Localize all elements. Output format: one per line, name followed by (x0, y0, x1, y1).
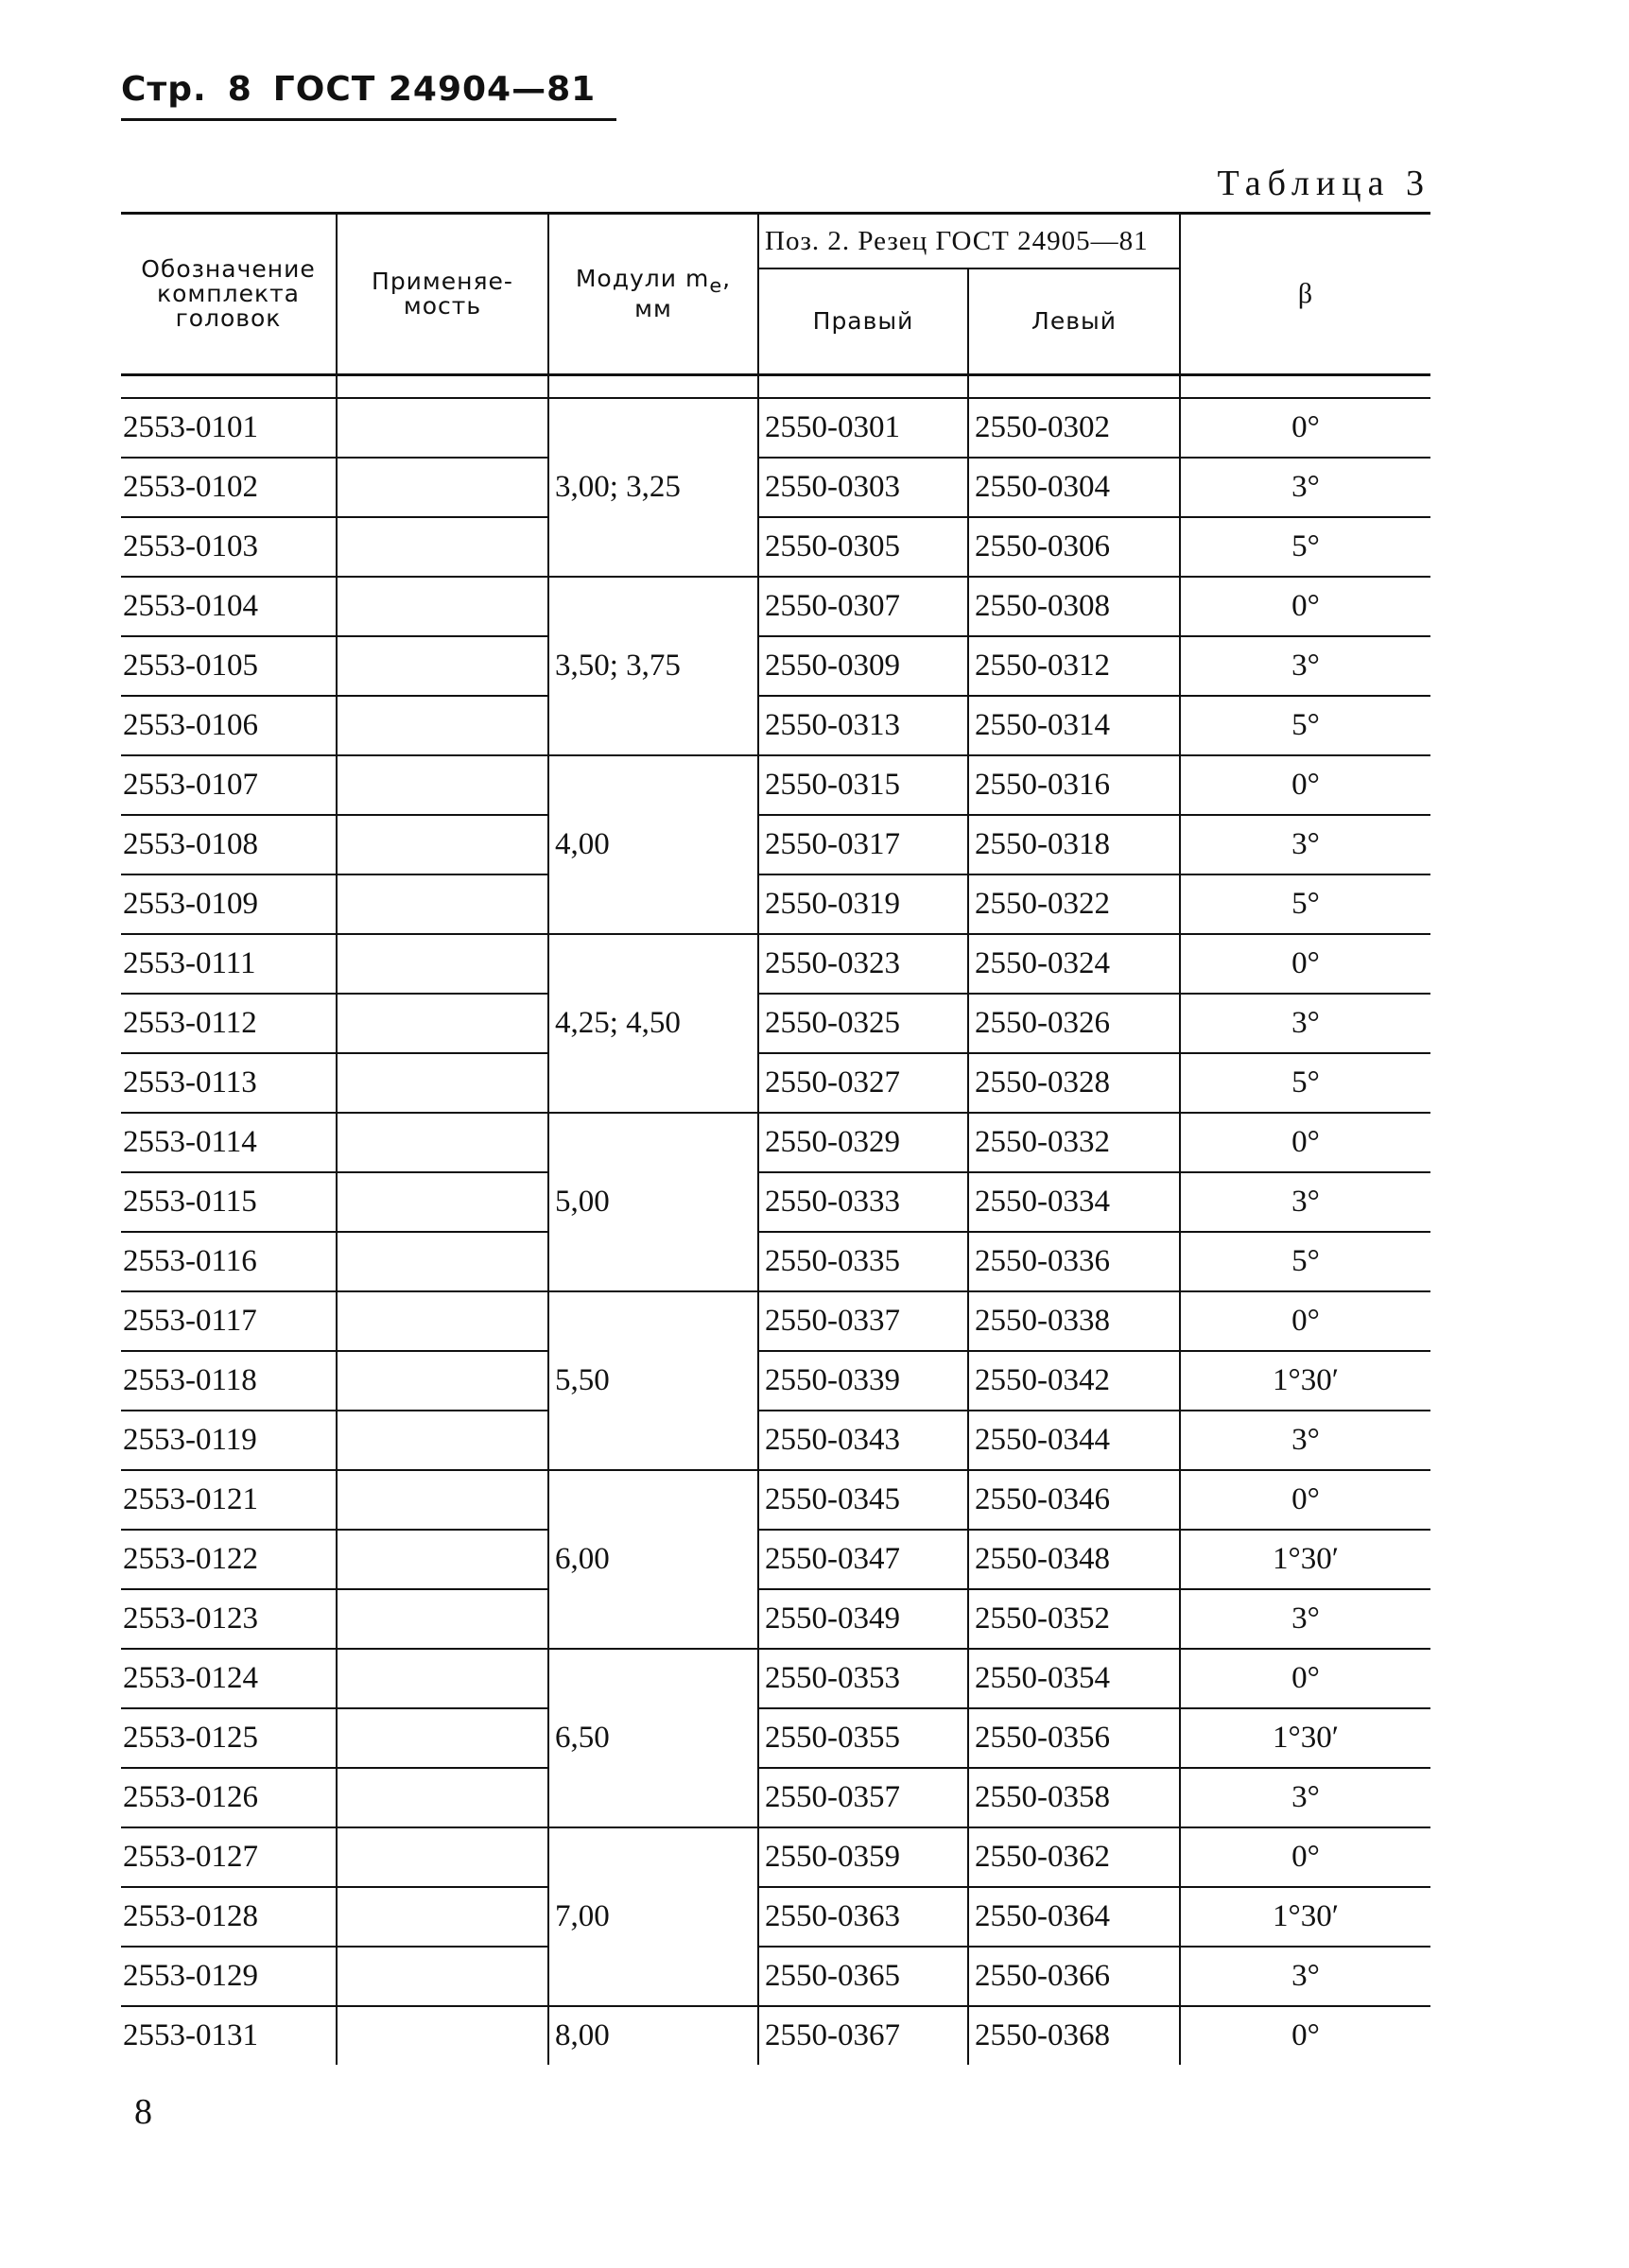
cutter-right-cell: 2550-0333 (758, 1172, 968, 1232)
cutter-left-cell: 2550-0366 (968, 1947, 1180, 2006)
col-left: Левый (968, 268, 1180, 375)
cutter-left-cell: 2550-0306 (968, 517, 1180, 577)
beta-cell: 5° (1180, 696, 1430, 755)
cutter-left-cell: 2550-0322 (968, 874, 1180, 934)
cutter-right-cell: 2550-0315 (758, 755, 968, 815)
kit-code-cell: 2553-0107 (121, 755, 337, 815)
cutter-left-cell: 2550-0302 (968, 398, 1180, 458)
module-cell: 5,00 (548, 1113, 758, 1291)
cutter-left-cell: 2550-0332 (968, 1113, 1180, 1172)
kit-code-cell: 2553-0102 (121, 458, 337, 517)
cutter-left-cell: 2550-0308 (968, 577, 1180, 636)
module-cell: 5,50 (548, 1291, 758, 1470)
beta-cell: 0° (1180, 398, 1430, 458)
cutter-left-cell: 2550-0362 (968, 1827, 1180, 1887)
table-row (121, 1232, 1430, 1291)
applicability-cell (337, 517, 548, 577)
applicability-cell (337, 1411, 548, 1470)
page-num: 8 (227, 70, 252, 109)
applicability-cell (337, 1351, 548, 1411)
cutter-right-cell: 2550-0325 (758, 994, 968, 1053)
applicability-cell (337, 1827, 548, 1887)
table-row (121, 458, 1430, 517)
table-row (121, 517, 1430, 577)
applicability-cell (337, 1232, 548, 1291)
cutter-right-cell: 2550-0345 (758, 1470, 968, 1530)
beta-cell: 1°30′ (1180, 1887, 1430, 1947)
table-row (121, 1470, 1430, 1530)
applicability-cell (337, 2006, 548, 2065)
module-cell: 6,50 (548, 1649, 758, 1827)
cutter-right-cell: 2550-0305 (758, 517, 968, 577)
beta-cell: 3° (1180, 994, 1430, 1053)
cutter-right-cell: 2550-0307 (758, 577, 968, 636)
spacer-row (121, 375, 1430, 399)
cutter-left-cell: 2550-0336 (968, 1232, 1180, 1291)
kit-code-cell: 2553-0122 (121, 1530, 337, 1589)
cutter-left-cell: 2550-0364 (968, 1887, 1180, 1947)
cutter-right-cell: 2550-0323 (758, 934, 968, 994)
cutter-left-cell: 2550-0326 (968, 994, 1180, 1053)
applicability-cell (337, 696, 548, 755)
kit-code-cell: 2553-0101 (121, 398, 337, 458)
spacer-cell (758, 375, 968, 399)
beta-cell: 0° (1180, 1291, 1430, 1351)
cutter-left-cell: 2550-0352 (968, 1589, 1180, 1649)
kit-code-cell: 2553-0128 (121, 1887, 337, 1947)
table-row (121, 1530, 1430, 1589)
cutter-right-cell: 2550-0317 (758, 815, 968, 874)
page-number: 8 (134, 2092, 152, 2132)
kit-code-cell: 2553-0123 (121, 1589, 337, 1649)
cutter-left-cell: 2550-0328 (968, 1053, 1180, 1113)
beta-cell: 1°30′ (1180, 1530, 1430, 1589)
spacer-cell (337, 375, 548, 399)
cutter-right-cell: 2550-0319 (758, 874, 968, 934)
cutter-right-cell: 2550-0343 (758, 1411, 968, 1470)
beta-cell: 0° (1180, 2006, 1430, 2065)
cutter-left-cell: 2550-0358 (968, 1768, 1180, 1827)
applicability-cell (337, 1470, 548, 1530)
applicability-cell (337, 994, 548, 1053)
applicability-cell (337, 755, 548, 815)
table-row (121, 1172, 1430, 1232)
kit-code-cell: 2553-0117 (121, 1291, 337, 1351)
kit-code-cell: 2553-0113 (121, 1053, 337, 1113)
cutter-right-cell: 2550-0309 (758, 636, 968, 696)
col-applicability: Применяе-мость (337, 214, 548, 375)
kit-code-cell: 2553-0118 (121, 1351, 337, 1411)
kit-code-cell: 2553-0105 (121, 636, 337, 696)
applicability-cell (337, 458, 548, 517)
applicability-cell (337, 398, 548, 458)
cutter-left-cell: 2550-0338 (968, 1291, 1180, 1351)
table-head (121, 214, 1430, 375)
table-row (121, 1827, 1430, 1887)
module-cell: 7,00 (548, 1827, 758, 2006)
kit-code-cell: 2553-0115 (121, 1172, 337, 1232)
cutter-left-cell: 2550-0312 (968, 636, 1180, 696)
cutter-left-cell: 2550-0318 (968, 815, 1180, 874)
applicability-cell (337, 1589, 548, 1649)
kit-code-cell: 2553-0126 (121, 1768, 337, 1827)
col-right: Правый (758, 268, 968, 375)
beta-cell: 3° (1180, 1768, 1430, 1827)
applicability-cell (337, 815, 548, 874)
kit-code-cell: 2553-0109 (121, 874, 337, 934)
kit-code-cell: 2553-0119 (121, 1411, 337, 1470)
module-cell: 6,00 (548, 1470, 758, 1649)
table-row (121, 874, 1430, 934)
kit-code-cell: 2553-0121 (121, 1470, 337, 1530)
beta-cell: 0° (1180, 1470, 1430, 1530)
applicability-cell (337, 1887, 548, 1947)
applicability-cell (337, 1649, 548, 1708)
table-row (121, 1291, 1430, 1351)
table-row (121, 398, 1430, 458)
cutter-right-cell: 2550-0313 (758, 696, 968, 755)
module-cell: 4,00 (548, 755, 758, 934)
data-table (121, 212, 1430, 2065)
applicability-cell (337, 1172, 548, 1232)
spacer-cell (121, 375, 337, 399)
col-modules-label: Модули m (575, 264, 710, 292)
table-row (121, 696, 1430, 755)
col-modules: Модули $m_e$, мм (548, 214, 758, 375)
cutter-left-cell: 2550-0348 (968, 1530, 1180, 1589)
cutter-right-cell: 2550-0357 (758, 1768, 968, 1827)
col-modules-sub: e (709, 273, 723, 297)
table-row (121, 1768, 1430, 1827)
beta-cell: 0° (1180, 755, 1430, 815)
col-designation: Обозначение комплекта головок (141, 254, 316, 333)
cutter-right-cell: 2550-0349 (758, 1589, 968, 1649)
cutter-right-cell: 2550-0335 (758, 1232, 968, 1291)
cutter-right-cell: 2550-0365 (758, 1947, 968, 2006)
kit-code-cell: 2553-0124 (121, 1649, 337, 1708)
table-row (121, 1708, 1430, 1768)
cutter-right-cell: 2550-0339 (758, 1351, 968, 1411)
cutter-right-cell: 2550-0359 (758, 1827, 968, 1887)
applicability-cell (337, 1768, 548, 1827)
table-row (121, 934, 1430, 994)
cutter-left-cell: 2550-0334 (968, 1172, 1180, 1232)
kit-code-cell: 2553-0131 (123, 2018, 258, 2052)
module-cell: 4,25; 4,50 (548, 934, 758, 1113)
beta-cell: 5° (1180, 1232, 1430, 1291)
table-row (121, 815, 1430, 874)
cutter-left-cell: 2550-0346 (968, 1470, 1180, 1530)
cutter-right-cell: 2550-0303 (758, 458, 968, 517)
col-group-cutter: Поз. 2. Резец ГОСТ 24905—81 (758, 214, 1180, 269)
col-modules-unit: мм (634, 294, 672, 322)
applicability-cell (337, 1291, 548, 1351)
beta-cell: 0° (1180, 577, 1430, 636)
kit-code-cell: 2553-0112 (121, 994, 337, 1053)
cutter-left-cell: 2550-0342 (968, 1351, 1180, 1411)
module-cell: 3,00; 3,25 (548, 398, 758, 577)
beta-cell: 3° (1180, 1947, 1430, 2006)
beta-cell: 0° (1180, 934, 1430, 994)
beta-cell: 0° (1180, 1649, 1430, 1708)
applicability-cell (337, 636, 548, 696)
cutter-right-cell: 2550-0363 (758, 1887, 968, 1947)
applicability-cell (337, 1708, 548, 1768)
kit-code-cell: 2553-0125 (121, 1708, 337, 1768)
cutter-right-cell: 2550-0337 (758, 1291, 968, 1351)
cutter-left-cell: 2550-0368 (968, 2006, 1180, 2065)
applicability-cell (337, 1053, 548, 1113)
beta-cell: 0° (1180, 1113, 1430, 1172)
cutter-left-cell: 2550-0356 (968, 1708, 1180, 1768)
kit-code-cell: 2553-0111 (121, 934, 337, 994)
cutter-right-cell: 2550-0327 (758, 1053, 968, 1113)
module-cell: 3,50; 3,75 (548, 577, 758, 755)
cutter-right-cell: 2550-0367 (758, 2006, 968, 2065)
table-row (121, 2006, 1430, 2065)
spacer-cell (548, 375, 758, 399)
cutter-left-cell: 2550-0316 (968, 755, 1180, 815)
table-row (121, 1113, 1430, 1172)
cutter-right-cell: 2550-0355 (758, 1708, 968, 1768)
beta-cell: 3° (1180, 815, 1430, 874)
kit-code-cell: 2553-0127 (121, 1827, 337, 1887)
kit-code-cell: 2553-0104 (121, 577, 337, 636)
beta-cell: 3° (1180, 636, 1430, 696)
page-label: Стр. (121, 70, 207, 109)
applicability-cell (337, 934, 548, 994)
table-row (121, 1351, 1430, 1411)
table-row (121, 755, 1430, 815)
table-row (121, 1589, 1430, 1649)
table-row (121, 636, 1430, 696)
applicability-cell (337, 1530, 548, 1589)
applicability-cell (337, 577, 548, 636)
spacer-cell (968, 375, 1180, 399)
standard-code: ГОСТ 24904—81 (272, 70, 597, 109)
spacer-cell (1180, 375, 1430, 399)
table-row (121, 1411, 1430, 1470)
table-row (121, 994, 1430, 1053)
cutter-left-cell: 2550-0324 (968, 934, 1180, 994)
kit-code-cell: 2553-0103 (121, 517, 337, 577)
cutter-left-cell: 2550-0354 (968, 1649, 1180, 1708)
cutter-right-cell: 2550-0353 (758, 1649, 968, 1708)
table-row (121, 1887, 1430, 1947)
beta-cell: 1°30′ (1180, 1708, 1430, 1768)
cutter-right-cell: 2550-0301 (758, 398, 968, 458)
beta-cell: 3° (1180, 1589, 1430, 1649)
beta-cell: 3° (1180, 1411, 1430, 1470)
beta-cell: 1°30′ (1180, 1351, 1430, 1411)
table-title: Таблица 3 (1217, 164, 1430, 203)
page-header (121, 70, 616, 121)
module-cell: 8,00 (548, 2006, 758, 2065)
beta-cell: 5° (1180, 517, 1430, 577)
kit-code-cell: 2553-0114 (121, 1113, 337, 1172)
applicability-cell (337, 874, 548, 934)
kit-code-cell: 2553-0108 (121, 815, 337, 874)
table-body (121, 375, 1430, 2066)
beta-cell: 3° (1180, 458, 1430, 517)
cutter-left-cell: 2550-0304 (968, 458, 1180, 517)
kit-code-cell: 2553-0129 (121, 1947, 337, 2006)
col-beta: β (1180, 214, 1430, 375)
table-row (121, 1947, 1430, 2006)
beta-cell: 5° (1180, 874, 1430, 934)
cutter-left-cell: 2550-0314 (968, 696, 1180, 755)
beta-cell: 5° (1180, 1053, 1430, 1113)
applicability-cell (337, 1947, 548, 2006)
applicability-cell (337, 1113, 548, 1172)
beta-cell: 3° (1180, 1172, 1430, 1232)
kit-code-cell: 2553-0106 (121, 696, 337, 755)
table-row (121, 1053, 1430, 1113)
kit-code-cell: 2553-0116 (121, 1232, 337, 1291)
beta-cell: 0° (1180, 1827, 1430, 1887)
table-row (121, 577, 1430, 636)
cutter-right-cell: 2550-0347 (758, 1530, 968, 1589)
cutter-left-cell: 2550-0344 (968, 1411, 1180, 1470)
cutter-right-cell: 2550-0329 (758, 1113, 968, 1172)
table-row (121, 1649, 1430, 1708)
